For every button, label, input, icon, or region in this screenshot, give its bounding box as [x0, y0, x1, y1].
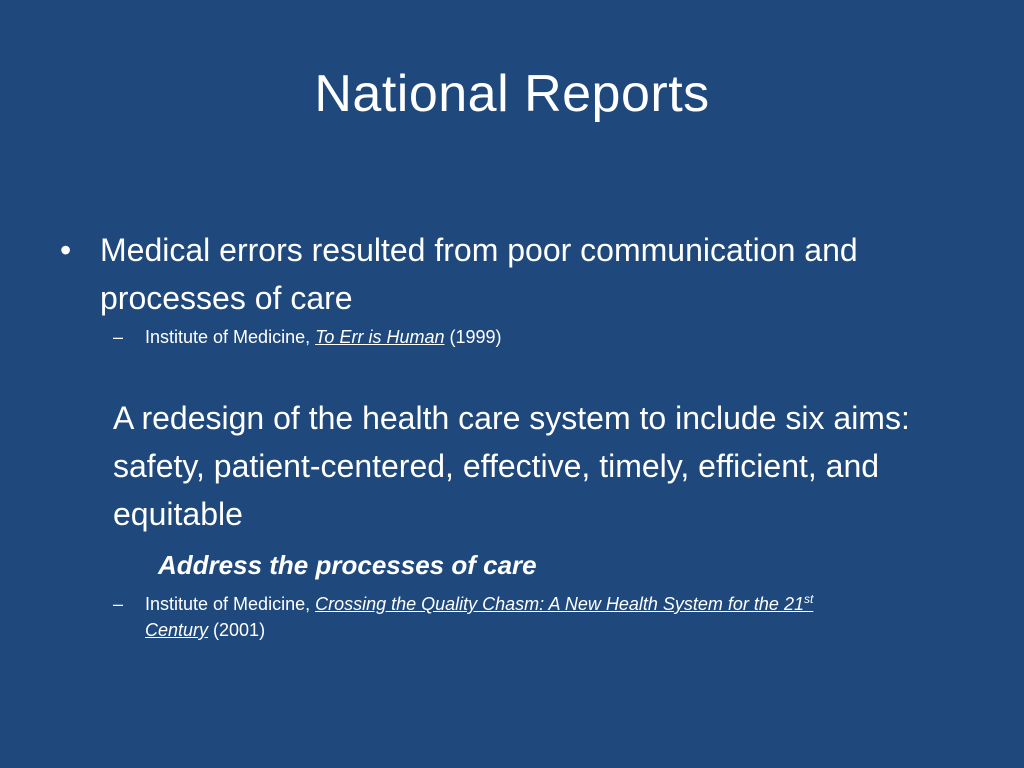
citation-year: (1999)	[444, 327, 502, 347]
citation-year: (2001)	[208, 620, 266, 640]
citation-crossing-quality-chasm	[113, 591, 933, 643]
citation-work-title-sup: st	[803, 592, 814, 606]
citation-work-title-part2: Century	[145, 620, 209, 640]
citation-prefix: Institute of Medicine,	[145, 594, 316, 614]
citation-text	[145, 324, 933, 350]
citation-prefix: Institute of Medicine,	[145, 327, 316, 347]
emphasis-text: Address the processes of care	[158, 550, 537, 580]
citation-work-title: To Err is Human	[315, 327, 445, 347]
slide-title: National Reports	[314, 65, 710, 123]
citation-text	[145, 591, 933, 643]
citation-work-title-part1: Crossing the Quality Chasm: A New Health System for the 21	[315, 594, 804, 614]
dash-marker: –	[113, 327, 124, 347]
bullet-medical-errors	[60, 226, 960, 322]
dash-marker: –	[113, 594, 124, 614]
citation-to-err-is-human	[113, 324, 933, 350]
bullet-text: Medical errors resulted from poor communication and processes of care	[100, 232, 858, 316]
bullet-marker: •	[60, 232, 72, 268]
redesign-paragraph: A redesign of the health care system to include six aims: safety, patient-centered, effective, timely, efficient, and equitable	[113, 400, 910, 532]
